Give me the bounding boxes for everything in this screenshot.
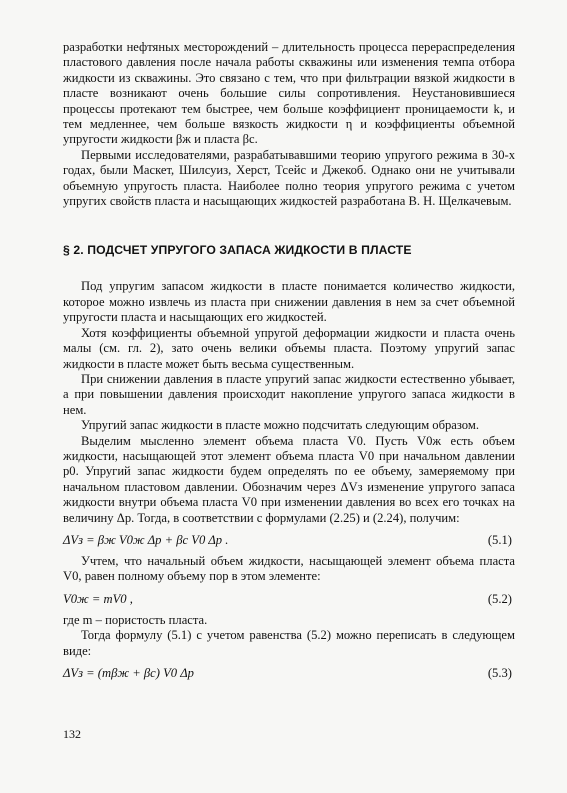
- formula-number: (5.2): [487, 591, 512, 606]
- formula-5-3: [63, 664, 515, 682]
- paragraph-calculation: Упругий запас жидкости в пласте можно подсчитать следующим образом.: [81, 418, 479, 433]
- paragraph-element: Выделим мысленно элемент объема пласта V0. Пусть V0ж есть объем жидкости, насыщающей этот элемент объема пласта V0 при начальном давлении p0. Упругий запас жидкости будем определять по ее объему, замеряемому при начальном пластовом давлении. Обозначим через ΔVз изменение упругого запаса жидкости внутри объема пласта V0 при изменении давления во всех его точках на величину Δp. Тогда, в соответствии с формулами (2.25) и (2.24), получим:: [63, 433, 515, 525]
- formula-number: (5.1): [487, 532, 512, 547]
- paragraph-coefficients: Хотя коэффициенты объемной упругой деформации жидкости и пласта очень малы (см. гл. 2), зато очень велики объемы пласта. Поэтому упругий запас жидкости в пласте может быть весьма существенным.: [63, 325, 515, 371]
- page-number: 132: [63, 727, 81, 741]
- formula-number: (5.3): [487, 666, 512, 680]
- paragraph-intro: разработки нефтяных месторождений – длительность процесса перераспределения пластового давления после начала работы скважины или изменения темпа отбора жидкости из скважины. Это связано с тем, что при фильтрации вязкой жидкости в пласте возникают очень большие силы сопротивления. Неустановившиеся процессы протекают тем быстрее, чем больше коэффициент проницаемости k, и тем медленнее, чем больше вязкость жидкости η и коэффициенты объемной упругости жидкости βж и пласта βc.: [63, 40, 515, 147]
- paragraph-definition: Под упругим запасом жидкости в пласте понимается количество жидкости, которое можно извлечь из пласта при снижении давления в нем за счет объемной упругости пласта и насыщающих его жидкостей.: [63, 279, 515, 325]
- paragraph-pressure: При снижении давления в пласте упругий запас жидкости естественно убывает, а при повышении давления происходит накопление упругого запаса жидкости в нем.: [63, 371, 515, 417]
- formula-text: ΔVз = βж V0ж Δp + βc V0 Δp .: [63, 532, 229, 547]
- formula-5-2: [63, 590, 515, 608]
- spacer: [63, 257, 515, 279]
- spacer: [63, 209, 515, 243]
- paragraph-initial-volume: Учтем, что начальный объем жидкости, насыщающей элемент объема пласта V0, равен полному объему пор в этом элементе:: [63, 553, 515, 584]
- formula-5-1: [63, 531, 515, 549]
- section-heading: § 2. ПОДСЧЕТ УПРУГОГО ЗАПАСА ЖИДКОСТИ В ПЛАСТЕ: [63, 243, 412, 258]
- paragraph-porosity: где m – пористость пласта.: [63, 612, 208, 627]
- paragraph-researchers: Первыми исследователями, разрабатывавшими теорию упругого режима в 30-х годах, были Маскет, Шилсуиз, Херст, Тсейс и Джекоб. Однако они не учитывали объемную упругость пласта. Наиболее полно теория упругого режима с учетом упругих свойств пласта и насыщающих жидкостей разработана В. Н. Щелкачевым.: [63, 147, 515, 209]
- formula-text: ΔVз = (mβж + βc) V0 Δp: [63, 666, 194, 680]
- formula-text: V0ж = mV0 ,: [63, 591, 133, 606]
- paragraph-rewrite: Тогда формулу (5.1) с учетом равенства (5.2) можно переписать в следующем виде:: [63, 628, 515, 658]
